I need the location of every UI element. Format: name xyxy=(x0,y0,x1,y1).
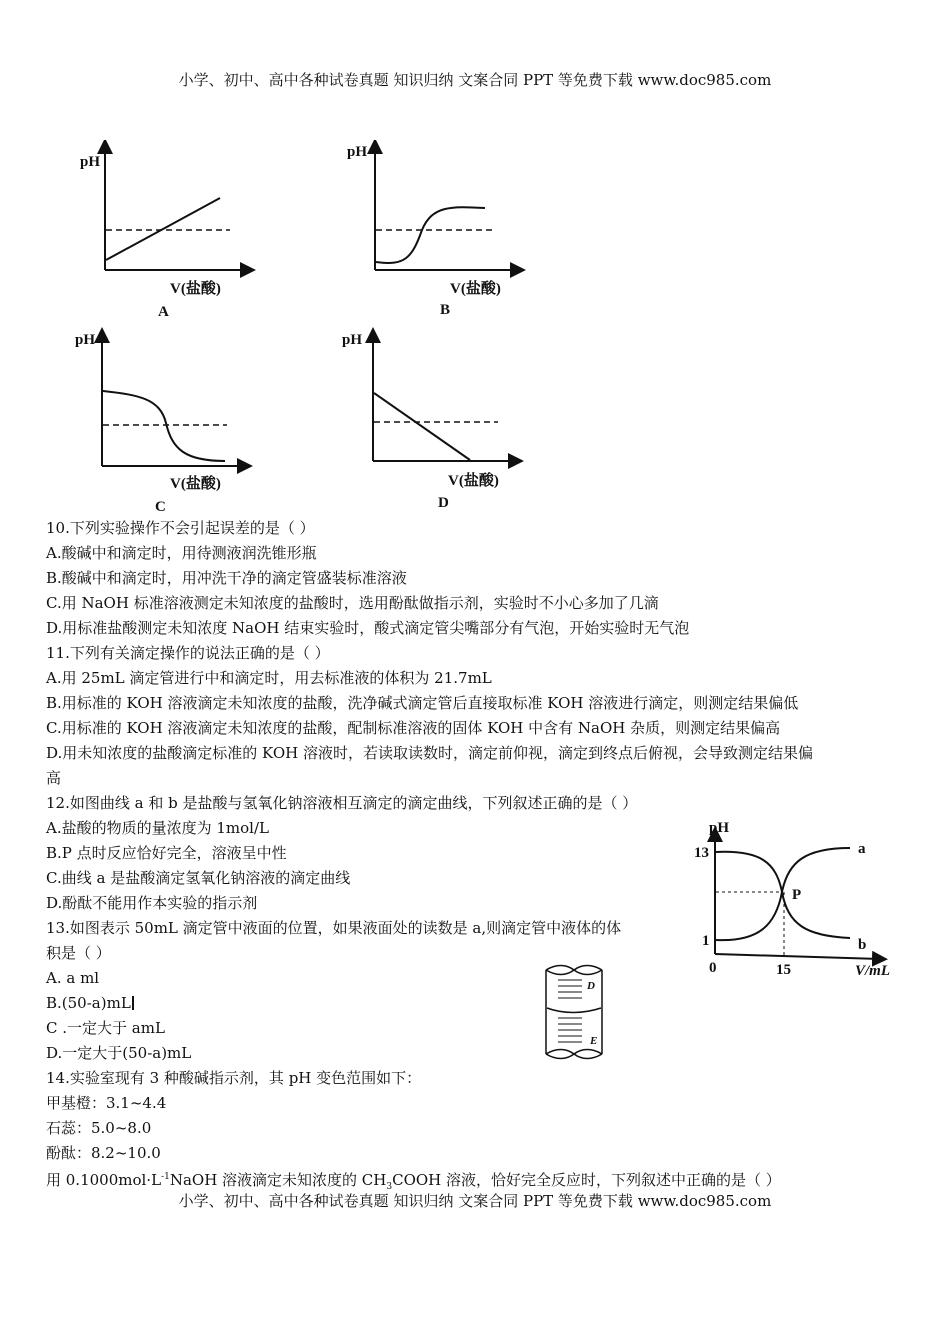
x-label: V/mL xyxy=(855,963,891,979)
page-header: 小学、初中、高中各种试卷真题 知识归纳 文案合同 PPT 等免费下载 www.doc985.com xyxy=(178,71,772,89)
q13-option-c: C .一定大于 amL xyxy=(46,1019,165,1037)
graph-d xyxy=(330,325,570,515)
q10-option-c: C.用 NaOH 标准溶液测定未知浓度的盐酸时，选用酚酞做指示剂，实验时不小心多加了几滴 xyxy=(46,594,659,612)
curve xyxy=(376,207,485,263)
tick-1: 1 xyxy=(702,933,710,949)
q11-option-d: D.用未知浓度的盐酸滴定标准的 KOH 溶液时，若读取读数时，滴定前仰视，滴定到终点后俯视，会导致测定结果偏 xyxy=(46,744,813,762)
curve-b xyxy=(716,852,850,938)
burette-label-e: E xyxy=(590,1035,598,1047)
y-label: pH xyxy=(347,144,368,160)
q14-superscript: -1 xyxy=(161,1172,170,1182)
origin-label: 0 xyxy=(709,960,717,976)
q12-option-b: B.P 点时反应恰好完全，溶液呈中性 xyxy=(46,844,287,862)
tick-13: 13 xyxy=(694,845,709,861)
indicator-methyl-orange: 甲基橙：3.1~4.4 xyxy=(46,1094,167,1112)
q14-question-part2: NaOH 溶液滴定未知浓度的 CH xyxy=(169,1171,387,1189)
graph-label: A xyxy=(158,304,169,320)
graph-b xyxy=(330,140,570,325)
q11-option-d-cont: 高 xyxy=(46,769,62,787)
graph-label: C xyxy=(155,499,166,515)
q12-option-c: C.曲线 a 是盐酸滴定氢氧化钠溶液的滴定曲线 xyxy=(46,869,351,887)
x-label: V(盐酸) xyxy=(448,473,499,489)
q10-option-a: A.酸碱中和滴定时，用待测液润洗锥形瓶 xyxy=(46,544,317,562)
curve xyxy=(374,393,470,460)
tick-15: 15 xyxy=(776,962,791,978)
q13-stem: 13.如图表示 50mL 滴定管中液面的位置，如果液面处的读数是 a,则滴定管中液体的体 xyxy=(46,919,622,937)
point-p: P xyxy=(792,887,802,903)
graph-a xyxy=(60,140,300,325)
q12-stem: 12.如图曲线 a 和 b 是盐酸与氢氧化钠溶液相互滴定的滴定曲线，下列叙述正确的是（ ） xyxy=(46,794,638,812)
q11-option-a: A.用 25mL 滴定管进行中和滴定时，用去标准液的体积为 21.7mL xyxy=(46,669,492,687)
curve xyxy=(103,391,225,461)
q12-titration-graph xyxy=(690,812,915,987)
q12-option-a: A.盐酸的物质的量浓度为 1mol/L xyxy=(46,819,269,837)
y-label: pH xyxy=(75,332,96,348)
burette-label-d: D xyxy=(587,980,595,992)
q13-option-d: D.一定大于(50-a)mL xyxy=(46,1044,192,1062)
y-label: pH xyxy=(342,332,363,348)
curve-a-label: a xyxy=(858,841,866,857)
q11-option-b: B.用标准的 KOH 溶液滴定未知浓度的盐酸，洗净碱式滴定管后直接取标准 KOH 溶液进行滴定，则测定结果偏低 xyxy=(46,694,799,712)
burette-diagram xyxy=(538,962,610,1062)
q14-question xyxy=(46,1167,781,1197)
q14-question-part1: 用 0.1000mol·L xyxy=(46,1171,162,1189)
graph-label: D xyxy=(438,495,449,511)
meniscus xyxy=(547,1008,601,1013)
x-label: V(盐酸) xyxy=(450,281,501,297)
q12-option-d: D.酚酞不能用作本实验的指示剂 xyxy=(46,894,258,912)
graph-c xyxy=(60,325,300,515)
q14-question-part3: COOH 溶液，恰好完全反应时，下列叙述中正确的是（ ） xyxy=(392,1171,781,1189)
q10-stem: 10.下列实验操作不会引起误差的是（ ） xyxy=(46,519,315,537)
indicator-litmus: 石蕊：5.0~8.0 xyxy=(46,1119,152,1137)
q11-option-c: C.用标准的 KOH 溶液滴定未知浓度的盐酸，配制标准溶液的固体 KOH 中含有 NaOH 杂质，则测定结果偏高 xyxy=(46,719,781,737)
q13-stem-cont: 积是（ ） xyxy=(46,944,111,962)
q13-option-b xyxy=(46,993,134,1013)
curve-b-label: b xyxy=(858,937,867,953)
q11-stem: 11.下列有关滴定操作的说法正确的是（ ） xyxy=(46,644,330,662)
q14-subscript: 3 xyxy=(386,1182,393,1192)
text-cursor xyxy=(132,996,134,1010)
q13-option-b-text: B.(50-a)mL xyxy=(46,994,131,1012)
y-label: pH xyxy=(80,154,101,170)
q10-option-b: B.酸碱中和滴定时，用冲洗干净的滴定管盛装标准溶液 xyxy=(46,569,407,587)
indicator-phenolphthalein: 酚酞：8.2~10.0 xyxy=(46,1144,161,1162)
q13-option-a: A. a ml xyxy=(46,969,100,987)
y-label: pH xyxy=(709,820,730,836)
curve xyxy=(106,198,220,260)
q14-stem: 14.实验室现有 3 种酸碱指示剂，其 pH 变色范围如下： xyxy=(46,1069,422,1087)
x-label: V(盐酸) xyxy=(170,281,221,297)
q10-option-d: D.用标准盐酸测定未知浓度 NaOH 结束实验时，酸式滴定管尖嘴部分有气泡，开始实验时无气泡 xyxy=(46,619,690,637)
graph-label: B xyxy=(440,302,451,318)
x-axis xyxy=(715,954,880,959)
page-footer: 小学、初中、高中各种试卷真题 知识归纳 文案合同 PPT 等免费下载 www.doc985.com xyxy=(178,1192,772,1210)
x-label: V(盐酸) xyxy=(170,476,221,492)
